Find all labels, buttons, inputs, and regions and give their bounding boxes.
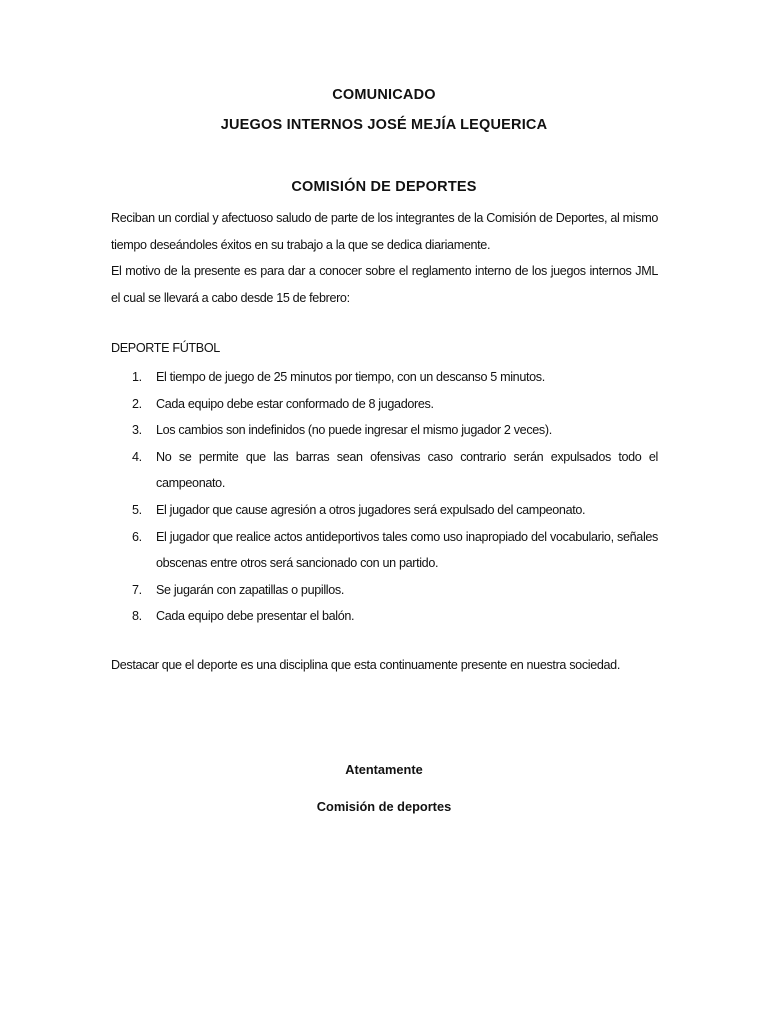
- document-subtitle: JUEGOS INTERNOS JOSÉ MEJÍA LEQUERICA: [220, 117, 548, 133]
- list-item: [111, 364, 658, 391]
- list-item-number: 2.: [132, 396, 142, 411]
- document-title: COMUNICADO: [332, 87, 436, 103]
- list-item-number: 1.: [132, 370, 142, 384]
- list-item: [111, 497, 658, 524]
- list-item-text: Los cambios son indefinidos (no puede ingresar el mismo jugador 2 veces).: [156, 423, 552, 438]
- intro-paragraph: Reciban un cordial y afectuoso saludo de parte de los integrantes de la Comisión de Deportes, al mismo tiempo deseándoles éxitos en su trabajo a la que se dedica diariamente.: [111, 211, 658, 252]
- list-item-number: 4.: [132, 449, 142, 464]
- list-item: [111, 444, 658, 497]
- list-item-text: No se permite que las barras sean ofensivas caso contrario serán expulsados todo el campeonato.: [156, 449, 658, 491]
- list-item-text: Cada equipo debe estar conformado de 8 jugadores.: [156, 396, 434, 411]
- list-item: [111, 603, 658, 630]
- list-item-text: El tiempo de juego de 25 minutos por tiempo, con un descanso 5 minutos.: [156, 370, 545, 384]
- list-item-text: El jugador que realice actos antideportivos tales como uso inapropiado del vocabulario, señales obscenas entre otros será sancionado con un partido.: [156, 529, 658, 571]
- rules-list: [111, 364, 658, 630]
- list-item-number: 6.: [132, 529, 142, 544]
- list-item-number: 5.: [132, 502, 142, 517]
- list-item-text: El jugador que cause agresión a otros jugadores será expulsado del campeonato.: [156, 502, 586, 517]
- list-item-number: 8.: [132, 609, 142, 624]
- purpose-paragraph: El motivo de la presente es para dar a conocer sobre el reglamento interno de los juegos internos JML el cual se llevará a cabo desde 15 de febrero:: [111, 264, 658, 305]
- sport-label: DEPORTE FÚTBOL: [111, 341, 220, 355]
- section-heading: COMISIÓN DE DEPORTES: [291, 179, 477, 195]
- list-item-text: Cada equipo debe presentar el balón.: [156, 609, 355, 624]
- list-item-text: Se jugarán con zapatillas o pupillos.: [156, 582, 344, 597]
- list-item: [111, 391, 658, 418]
- list-item-number: 3.: [132, 423, 142, 438]
- list-item: [111, 577, 658, 604]
- closing-paragraph: Destacar que el deporte es una disciplina que esta continuamente presente en nuestra sociedad.: [111, 658, 620, 672]
- list-item: [111, 524, 658, 577]
- signer-name: Comisión de deportes: [316, 799, 452, 814]
- salutation: Atentamente: [345, 762, 423, 777]
- list-item: [111, 417, 658, 444]
- list-item-number: 7.: [132, 582, 142, 597]
